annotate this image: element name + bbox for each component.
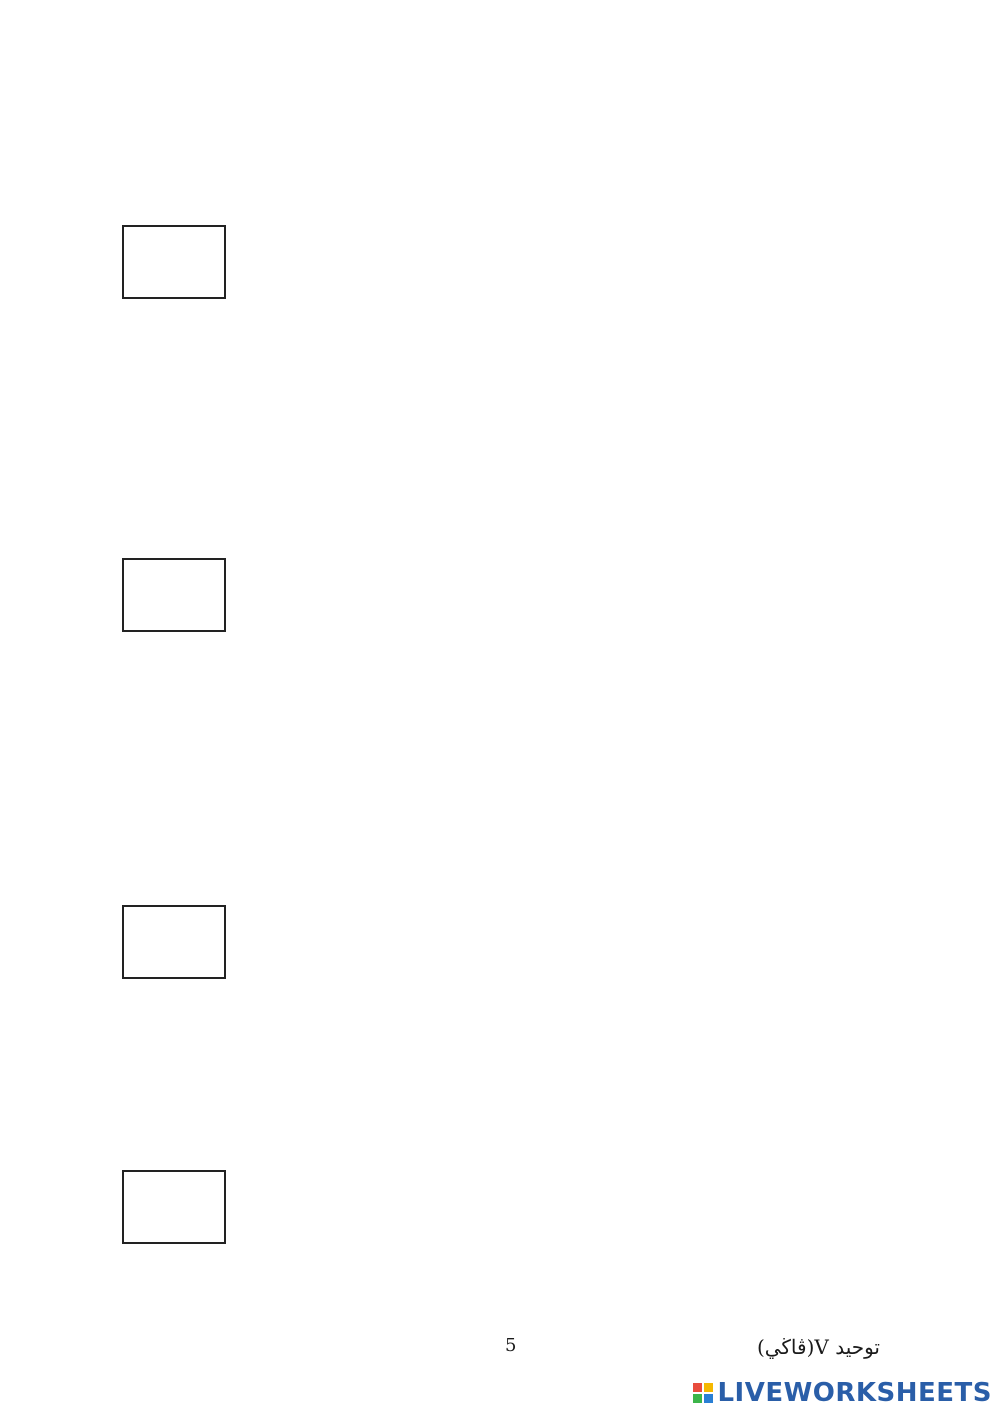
brand-name: LIVEWORKSHEETS bbox=[717, 1378, 992, 1408]
page-number: 5 bbox=[505, 1335, 517, 1356]
answer-box[interactable] bbox=[122, 225, 226, 299]
liveworksheets-logo[interactable] bbox=[693, 1378, 992, 1408]
answer-box[interactable] bbox=[122, 1170, 226, 1244]
liveworksheets-icon bbox=[693, 1383, 713, 1403]
answer-box[interactable] bbox=[122, 558, 226, 632]
footer-subject: توحيد V(ڤاڬي) bbox=[756, 1335, 880, 1359]
answer-box[interactable] bbox=[122, 905, 226, 979]
